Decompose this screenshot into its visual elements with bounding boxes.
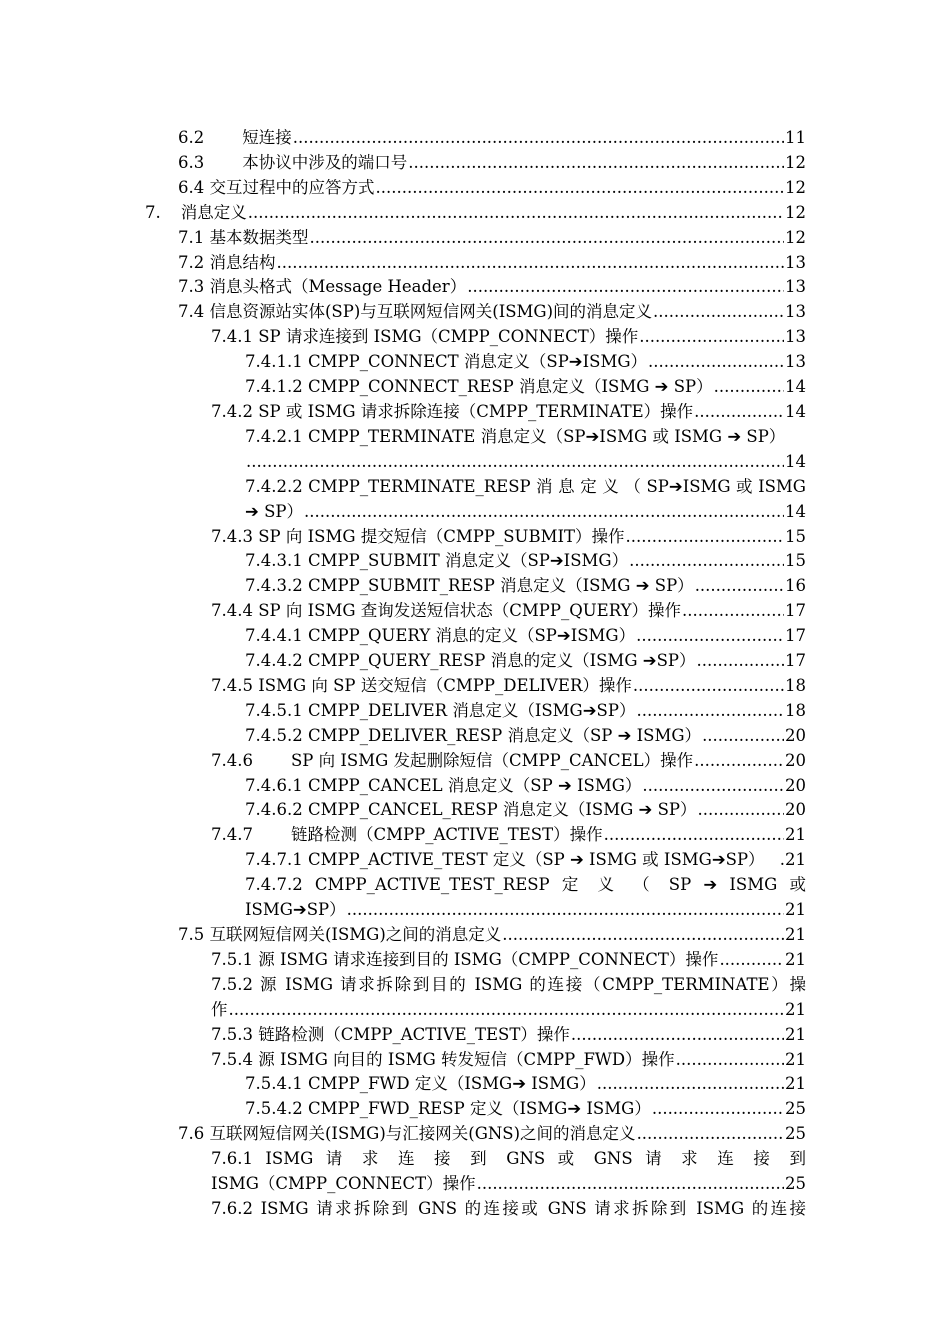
toc-page: 11 bbox=[785, 128, 806, 147]
toc-title: 短连接 bbox=[242, 128, 292, 147]
toc-page: 12 bbox=[785, 152, 806, 172]
toc-entry-7-4-4-2[interactable] bbox=[245, 649, 806, 674]
toc-entry-7-5-1[interactable] bbox=[211, 948, 806, 973]
toc-title: 7.3 消息头格式（Message Header） bbox=[178, 277, 467, 297]
toc-page: 21 bbox=[785, 999, 806, 1019]
toc-title-line1: 7.5.2 源 ISMG 请求拆除到目的 ISMG 的连接（CMPP_TERMINATE）操 bbox=[211, 974, 806, 994]
toc-number: 7. bbox=[145, 202, 161, 222]
toc-page: 13 bbox=[785, 327, 806, 347]
toc-entry-7-4-7-1[interactable] bbox=[245, 848, 806, 873]
toc-entry-7[interactable] bbox=[145, 201, 806, 226]
toc-entry-7-4[interactable] bbox=[178, 300, 806, 325]
toc-entry-7-4-2[interactable] bbox=[211, 400, 806, 425]
toc-title: 7.1 基本数据类型 bbox=[178, 227, 309, 247]
toc-page: 14 bbox=[785, 501, 806, 521]
toc-title-line2: ➔ SP） bbox=[245, 501, 303, 521]
toc-page: 18 bbox=[785, 700, 806, 720]
toc-title: 本协议中涉及的端口号 bbox=[242, 152, 408, 172]
toc-title: 7.4.1 SP 请求连接到 ISMG（CMPP_CONNECT）操作 bbox=[211, 327, 639, 347]
toc-entry-7-4-4[interactable] bbox=[211, 599, 806, 624]
toc-title: 7.4.3 SP 向 ISMG 提交短信（CMPP_SUBMIT）操作 bbox=[211, 526, 625, 546]
toc-page: 17 bbox=[785, 601, 806, 621]
toc-entry-7-5-3[interactable] bbox=[211, 1023, 806, 1048]
toc-page: 17 bbox=[785, 651, 806, 671]
toc-entry-6-4[interactable] bbox=[178, 176, 806, 201]
toc-title-line1: 7.6.1 ISMG 请 求 连 接 到 GNS 或 GNS 请 求 连 接 到 bbox=[211, 1149, 806, 1169]
toc-title: 7.4.3.2 CMPP_SUBMIT_RESP 消息定义（ISMG ➔ SP） bbox=[245, 576, 694, 596]
toc-title: 7.4.5.2 CMPP_DELIVER_RESP 消息定义（SP ➔ ISMG） bbox=[245, 725, 702, 745]
toc-page: 25 bbox=[785, 1099, 806, 1119]
toc-page: 18 bbox=[785, 675, 806, 695]
toc-title: 链路检测（CMPP_ACTIVE_TEST）操作 bbox=[290, 825, 603, 845]
toc-page: .21 bbox=[779, 850, 806, 870]
toc-title: 7.5.4.1 CMPP_FWD 定义（ISMG➔ ISMG） bbox=[245, 1074, 596, 1094]
toc-entry-7-5[interactable] bbox=[178, 923, 806, 948]
toc-page: 25 bbox=[785, 1174, 806, 1194]
toc-entry-7-4-5-1[interactable] bbox=[245, 699, 806, 724]
toc-page: 21 bbox=[785, 825, 806, 845]
toc-title: 7.5.4 源 ISMG 向目的 ISMG 转发短信（CMPP_FWD）操作 bbox=[211, 1049, 675, 1069]
toc-page: 20 bbox=[785, 725, 806, 745]
toc-page: 15 bbox=[785, 551, 806, 571]
toc-entry-7-4-6[interactable] bbox=[211, 749, 806, 774]
toc-page: 14 bbox=[785, 377, 806, 397]
toc-entry-6-2[interactable] bbox=[178, 126, 806, 151]
toc-entry-7-4-3-1[interactable] bbox=[245, 549, 806, 574]
toc-entry-7-4-6-2[interactable] bbox=[245, 798, 806, 823]
toc-number: 7.4.7 bbox=[211, 825, 253, 845]
toc-page: 21 bbox=[785, 1074, 806, 1094]
toc-entry-7-6-2[interactable] bbox=[211, 1197, 806, 1222]
toc-title: 7.4.6.1 CMPP_CANCEL 消息定义（SP ➔ ISMG） bbox=[245, 775, 642, 795]
toc-title: 7.4.1.2 CMPP_CONNECT_RESP 消息定义（ISMG ➔ SP） bbox=[245, 377, 713, 397]
toc-page: 21 bbox=[785, 925, 806, 944]
toc-title: 7.5 互联网短信网关(ISMG)之间的消息定义 bbox=[178, 925, 502, 944]
toc-number: 6.2 bbox=[178, 128, 205, 147]
toc-page: 13 bbox=[785, 302, 806, 322]
table-of-contents bbox=[0, 126, 950, 1222]
toc-title: 7.4.7.1 CMPP_ACTIVE_TEST 定义（SP ➔ ISMG 或 ISMG➔SP） bbox=[245, 850, 765, 870]
toc-title-line1: 7.4.2.2 CMPP_TERMINATE_RESP 消 息 定 义 （ SP➔ISMG 或 ISMG bbox=[245, 476, 806, 496]
toc-page: 12 bbox=[785, 177, 806, 197]
toc-entry-7-4-1-1[interactable] bbox=[245, 350, 806, 375]
toc-entry-7-5-2[interactable] bbox=[211, 973, 806, 1023]
toc-entry-7-4-1[interactable] bbox=[211, 325, 806, 350]
toc-title: 消息定义 bbox=[180, 202, 247, 222]
toc-title: 交互过程中的应答方式 bbox=[209, 177, 375, 197]
toc-entry-7-4-5[interactable] bbox=[211, 674, 806, 699]
toc-entry-7-4-5-2[interactable] bbox=[245, 724, 806, 749]
toc-entry-7-2[interactable] bbox=[178, 251, 806, 276]
toc-entry-7-4-2-2[interactable] bbox=[245, 475, 806, 525]
toc-entry-7-4-1-2[interactable] bbox=[245, 375, 806, 400]
toc-page: 12 bbox=[785, 227, 806, 247]
toc-page: 21 bbox=[785, 1049, 806, 1069]
toc-page: 17 bbox=[785, 626, 806, 646]
toc-number: 6.4 bbox=[178, 177, 205, 197]
toc-entry-7-4-3[interactable] bbox=[211, 525, 806, 550]
toc-page: 25 bbox=[785, 1124, 806, 1144]
toc-title: 7.4.4.1 CMPP_QUERY 消息的定义（SP➔ISMG） bbox=[245, 626, 636, 646]
toc-title: SP 向 ISMG 发起删除短信（CMPP_CANCEL）操作 bbox=[290, 750, 694, 770]
toc-number: 6.3 bbox=[178, 152, 205, 172]
toc-entry-6-3[interactable] bbox=[178, 151, 806, 176]
toc-entry-7-1[interactable] bbox=[178, 226, 806, 251]
toc-page: 20 bbox=[785, 800, 806, 820]
toc-entry-7-4-3-2[interactable] bbox=[245, 574, 806, 599]
toc-title-line2: ISMG（CMPP_CONNECT）操作 bbox=[211, 1174, 476, 1194]
toc-title: 7.4 信息资源站实体(SP)与互联网短信网关(ISMG)间的消息定义 bbox=[178, 302, 653, 322]
toc-page: 21 bbox=[785, 1024, 806, 1044]
toc-title: 7.4.6.2 CMPP_CANCEL_RESP 消息定义（ISMG ➔ SP） bbox=[245, 800, 697, 820]
toc-title: 7.5.1 源 ISMG 请求连接到目的 ISMG（CMPP_CONNECT）操作 bbox=[211, 949, 719, 969]
toc-title: 7.4.4 SP 向 ISMG 查询发送短信状态（CMPP_QUERY）操作 bbox=[211, 601, 682, 621]
toc-title: 7.6 互联网短信网关(ISMG)与汇接网关(GNS)之间的消息定义 bbox=[178, 1124, 636, 1144]
toc-title: 7.4.4.2 CMPP_QUERY_RESP 消息的定义（ISMG ➔SP） bbox=[245, 651, 696, 671]
toc-entry-7-4-4-1[interactable] bbox=[245, 624, 806, 649]
toc-entry-7-5-4-2[interactable] bbox=[245, 1097, 806, 1122]
toc-page: 13 bbox=[785, 252, 806, 272]
toc-title: 7.4.3.1 CMPP_SUBMIT 消息定义（SP➔ISMG） bbox=[245, 551, 629, 571]
toc-entry-7-5-4-1[interactable] bbox=[245, 1072, 806, 1097]
toc-page: 20 bbox=[785, 775, 806, 795]
toc-page: 21 bbox=[785, 900, 806, 920]
toc-title: 7.2 消息结构 bbox=[178, 252, 276, 272]
toc-page: 20 bbox=[785, 750, 806, 770]
toc-entry-7-4-7[interactable] bbox=[211, 823, 806, 848]
toc-title: 7.4.2 SP 或 ISMG 请求拆除连接（CMPP_TERMINATE）操作 bbox=[211, 401, 694, 421]
toc-title: 7.4.5 ISMG 向 SP 送交短信（CMPP_DELIVER）操作 bbox=[211, 675, 632, 695]
toc-number: 7.4.6 bbox=[211, 750, 253, 770]
toc-entry-7-5-4[interactable] bbox=[211, 1048, 806, 1073]
toc-entry-7-6-1[interactable] bbox=[211, 1147, 806, 1197]
toc-page: 14 bbox=[785, 451, 806, 471]
toc-title-line1: 7.4.2.1 CMPP_TERMINATE 消息定义（SP➔ISMG 或 ISMG ➔ SP） bbox=[245, 426, 786, 446]
toc-title: 7.4.1.1 CMPP_CONNECT 消息定义（SP➔ISMG） bbox=[245, 352, 648, 372]
toc-title-line2: 作 bbox=[211, 999, 228, 1019]
toc-entry-7-4-6-1[interactable] bbox=[245, 774, 806, 799]
toc-page: 14 bbox=[785, 401, 806, 421]
toc-title: 7.4.5.1 CMPP_DELIVER 消息定义（ISMG➔SP） bbox=[245, 700, 636, 720]
toc-title: 7.5.4.2 CMPP_FWD_RESP 定义（ISMG➔ ISMG） bbox=[245, 1099, 651, 1119]
toc-entry-7-6[interactable] bbox=[178, 1122, 806, 1147]
toc-title-line1: 7.6.2 ISMG 请求拆除到 GNS 的连接或 GNS 请求拆除到 ISMG 的连接 bbox=[211, 1198, 806, 1218]
toc-title: 7.5.3 链路检测（CMPP_ACTIVE_TEST）操作 bbox=[211, 1024, 570, 1044]
toc-entry-7-4-2-1[interactable] bbox=[245, 425, 806, 475]
toc-title-line1: 7.4.7.2 CMPP_ACTIVE_TEST_RESP 定 义 （ SP ➔ ISMG 或 bbox=[245, 875, 806, 895]
toc-entry-7-4-7-2[interactable] bbox=[245, 873, 806, 923]
toc-page: 12 bbox=[785, 202, 806, 222]
toc-title-line2: ISMG➔SP） bbox=[245, 900, 346, 920]
toc-page: 21 bbox=[785, 949, 806, 969]
toc-page: 13 bbox=[785, 277, 806, 297]
toc-page: 13 bbox=[785, 352, 806, 372]
toc-page: 16 bbox=[785, 576, 806, 596]
toc-entry-7-3[interactable] bbox=[178, 275, 806, 300]
toc-page: 15 bbox=[785, 526, 806, 546]
